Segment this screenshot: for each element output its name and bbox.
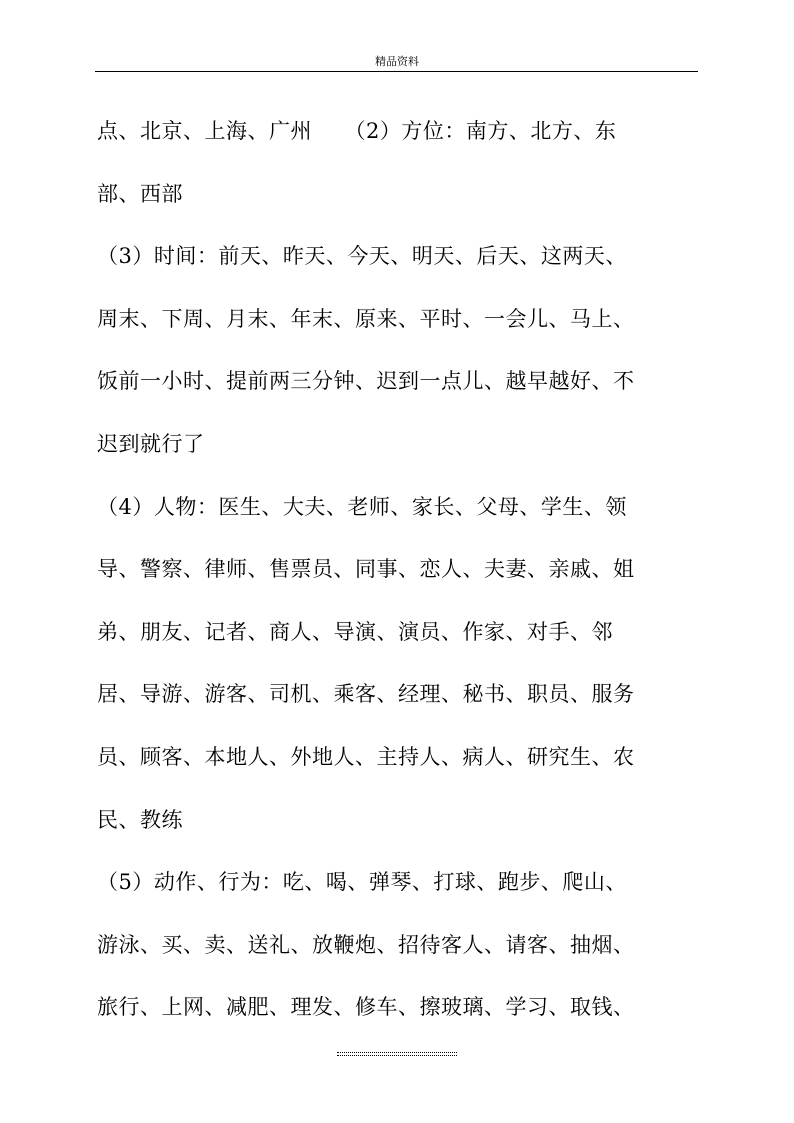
- text-line: 导、警察、律师、售票员、同事、恋人、夫妻、亲戚、姐: [97, 557, 635, 582]
- text-line: 弟、朋友、记者、商人、导演、演员、作家、对手、邻: [97, 619, 613, 644]
- text-line: 部、西部: [97, 181, 183, 206]
- header-rule: [95, 71, 698, 72]
- footer-dotted-rule: [337, 1052, 457, 1053]
- text-line: 迟到就行了: [97, 431, 205, 456]
- text-line: 民、教练: [97, 807, 183, 832]
- text-line: （4）人物：医生、大夫、老师、家长、父母、学生、领: [97, 494, 627, 519]
- text-line: 居、导游、游客、司机、乘客、经理、秘书、职员、服务: [97, 682, 635, 707]
- text-line: （3）时间：前天、昨天、今天、明天、后天、这两天、: [97, 244, 627, 269]
- footer-dotted-rule: [337, 1055, 457, 1056]
- text-line: 周末、下周、月末、年末、原来、平时、一会儿、马上、: [97, 306, 635, 331]
- page-header-label: 精品资料: [375, 55, 419, 68]
- text-line: 游泳、买、卖、送礼、放鞭炮、招待客人、请客、抽烟、: [97, 932, 635, 957]
- text-line: 员、顾客、本地人、外地人、主持人、病人、研究生、农: [97, 744, 635, 769]
- document-body: [97, 100, 697, 1039]
- text-line: （5）动作、行为：吃、喝、弹琴、打球、跑步、爬山、: [97, 870, 627, 895]
- text-line: 饭前一小时、提前两三分钟、迟到一点儿、越早越好、不: [97, 369, 635, 394]
- text-line: 旅行、上网、减肥、理发、修车、擦玻璃、学习、取钱、: [97, 995, 635, 1020]
- text-line: 点、北京、上海、广州 （2）方位：南方、北方、东: [97, 119, 617, 143]
